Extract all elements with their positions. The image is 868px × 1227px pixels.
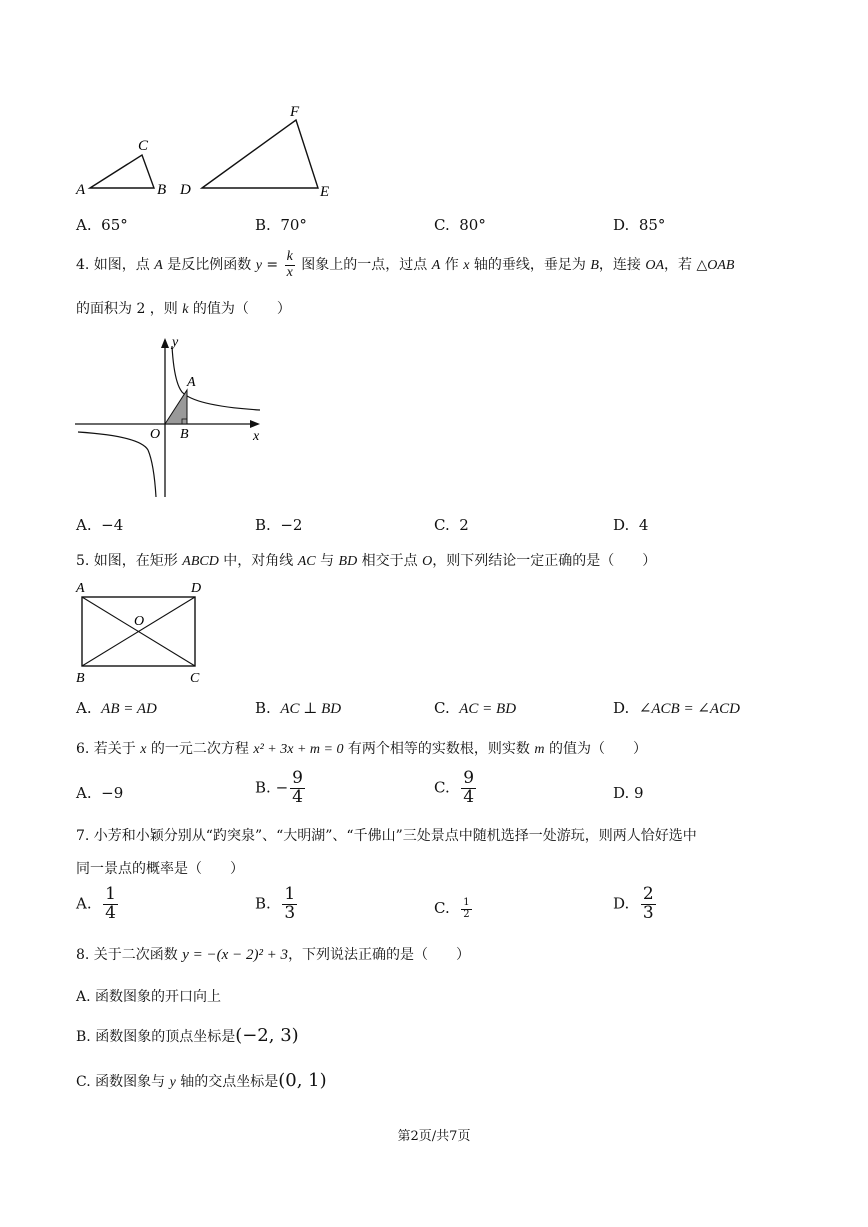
numerator: k (286, 249, 293, 264)
var-k: k (182, 302, 189, 317)
text: 中，对角线 (218, 553, 298, 569)
denominator: 3 (284, 902, 296, 923)
text: ，则下列结论一定正确的是（ ） (432, 553, 657, 569)
option-value: 2 (459, 516, 469, 534)
option-letter: C. (434, 516, 450, 534)
q8-option-b[interactable] (76, 1025, 299, 1046)
option-value: ∠ACB = ∠ACD (638, 701, 740, 717)
option-value: 70° (280, 216, 307, 234)
q4-stem-line1 (76, 250, 734, 280)
triangle-oab: OAB (707, 258, 735, 274)
var-a: A (154, 258, 163, 274)
text: 轴的交点坐标是 (175, 1074, 279, 1090)
denominator: 3 (642, 902, 654, 923)
q4-option-a[interactable] (76, 516, 123, 534)
q7-option-a[interactable] (76, 886, 120, 923)
text: 是反比例函数 (162, 257, 256, 274)
option-letter: A. (76, 784, 92, 802)
page-footer: 第2页/共7页 (397, 1129, 471, 1144)
numerator: 1 (463, 897, 470, 908)
rect-abcd: ABCD (182, 554, 219, 569)
option-letter: A. (76, 699, 92, 717)
segment-oa: OA (645, 258, 664, 274)
label-C: C (190, 671, 200, 686)
text: 8. 关于二次函数 (76, 947, 183, 963)
q5-option-d[interactable] (613, 699, 740, 718)
q7-option-c[interactable] (434, 898, 474, 920)
text: 的一元二次方程 (146, 741, 254, 757)
q5-stem (76, 550, 656, 570)
fraction (641, 886, 656, 923)
text: 的值为（ ） (544, 741, 647, 757)
point-o: O (422, 554, 433, 569)
denominator: x (286, 264, 293, 280)
q7-stem-line1: 7. 小芳和小颖分别从“趵突泉”、“大明湖”、“千佛山”三处景点中随机选择一处游玩，则两人恰好选中 (76, 828, 697, 844)
option-letter: A. (76, 216, 92, 234)
option-letter: A. (76, 894, 92, 913)
label-E: E (320, 184, 330, 200)
text: 作 (440, 257, 464, 274)
option-letter: B. (255, 516, 271, 534)
q7-option-b[interactable] (255, 886, 299, 923)
numerator: 9 (292, 768, 303, 788)
option-value: 9 (634, 784, 644, 802)
q4-option-b[interactable] (255, 516, 302, 534)
minus-sign: − (275, 778, 289, 797)
label-B: B (157, 182, 167, 198)
option-letter: B. (255, 778, 271, 797)
q6-option-c[interactable] (434, 770, 478, 807)
q3-option-b[interactable] (255, 216, 307, 234)
q4-option-d[interactable] (613, 516, 648, 534)
var-y: y (255, 258, 262, 274)
text: 有两个相等的实数根，则实数 (343, 741, 535, 757)
var-x: x (140, 742, 147, 757)
option-letter: B. (255, 699, 271, 717)
text: 的值为（ ） (188, 301, 291, 317)
q6-option-a[interactable] (76, 784, 123, 802)
option-letter: C. (434, 699, 450, 717)
fraction (282, 886, 297, 923)
label-B: B (76, 671, 85, 686)
option-value: AC ⊥ BD (280, 701, 342, 717)
option-value: AB = AD (101, 701, 157, 717)
q8-stem (76, 944, 470, 964)
q5-option-c[interactable] (434, 699, 516, 718)
text: 图象上的一点，过点 (296, 257, 432, 274)
option-value: −9 (101, 784, 124, 802)
denominator: 4 (105, 902, 116, 923)
text: ，下列说法正确的是（ ） (288, 947, 471, 963)
text: = (261, 257, 283, 274)
equation: x² + 3x + m = 0 (253, 742, 344, 757)
option-letter: A. (76, 516, 92, 534)
var-x: x (463, 258, 470, 274)
q7-stem-line2: 同一景点的概率是（ ） (76, 861, 244, 877)
option-value: 80° (459, 216, 486, 234)
q3-option-c[interactable] (434, 216, 486, 234)
numerator: 9 (463, 768, 475, 788)
label-F: F (290, 104, 300, 120)
segment-bd: BD (338, 554, 358, 569)
q6-option-b[interactable] (255, 770, 307, 807)
denominator: 4 (292, 786, 303, 807)
fraction-k-over-x (285, 250, 295, 280)
q3-triangles-figure (70, 100, 350, 200)
denominator: 2 (463, 908, 470, 920)
q4-hyperbola-figure (70, 332, 280, 502)
option-value: 85° (638, 216, 666, 234)
option-letter: D. (613, 216, 630, 234)
option-letter: D. (613, 894, 630, 913)
q5-option-a[interactable] (76, 699, 157, 718)
option-letter: B. (255, 216, 271, 234)
text: ，连接 (598, 257, 646, 274)
label-A: A (76, 581, 85, 596)
fraction (290, 770, 305, 807)
text: ，若 △ (664, 257, 708, 274)
var-y: y (169, 1075, 176, 1090)
option-value: AC = BD (459, 701, 517, 717)
option-value: 4 (638, 516, 649, 534)
option-value: 65° (101, 216, 128, 234)
function-expression: y = −(x − 2)² + 3 (182, 947, 289, 963)
coordinate: (−2, 3) (235, 1025, 299, 1046)
label-D: D (180, 182, 191, 198)
text: B. 函数图象的顶点坐标是 (76, 1029, 236, 1045)
text: 相交于点 (357, 553, 423, 569)
label-C: C (138, 138, 149, 154)
label-A: A (76, 182, 86, 198)
coordinate: (0, 1) (278, 1070, 327, 1091)
option-value: −2 (280, 516, 303, 534)
var-b: B (590, 258, 599, 274)
q6-stem (76, 738, 647, 758)
label-O: O (150, 427, 161, 442)
option-value: −4 (101, 516, 124, 534)
text: 轴的垂线，垂足为 (469, 257, 591, 274)
label-A: A (187, 375, 196, 390)
option-letter: D. (613, 784, 630, 802)
option-letter: C. (434, 778, 450, 797)
q4-option-c[interactable] (434, 516, 469, 534)
label-x: x (253, 429, 260, 444)
q5-option-b[interactable] (255, 699, 341, 718)
option-letter: B. (255, 894, 271, 913)
label-D: D (191, 581, 202, 596)
q7-option-d[interactable] (613, 886, 658, 923)
segment-ac: AC (297, 554, 316, 569)
text: 与 (315, 553, 339, 569)
fraction (461, 898, 471, 920)
label-y: y (172, 335, 179, 350)
option-letter: C. (434, 899, 450, 917)
text: 5. 如图，在矩形 (76, 553, 183, 569)
q5-rectangle-figure (70, 578, 220, 688)
text: 4. 如图，点 (76, 257, 155, 274)
q4-stem-line2 (76, 298, 291, 318)
numerator: 1 (284, 884, 296, 904)
fraction (461, 770, 476, 807)
numerator: 2 (642, 884, 654, 904)
q3-option-d[interactable] (613, 216, 665, 234)
denominator: 4 (463, 786, 475, 807)
text: C. 函数图象与 (76, 1074, 170, 1090)
label-O: O (134, 614, 145, 629)
text: 6. 若关于 (76, 741, 141, 757)
q3-option-a[interactable] (76, 216, 128, 234)
q8-option-c[interactable] (76, 1070, 327, 1091)
label-B: B (180, 427, 189, 442)
option-letter: D. (613, 699, 630, 717)
var-m: m (534, 742, 545, 757)
numerator: 1 (105, 884, 116, 904)
q6-option-d[interactable] (613, 784, 644, 802)
text: 的面积为 2 ，则 (76, 301, 183, 317)
fraction (103, 886, 118, 923)
option-letter: C. (434, 216, 450, 234)
var-a: A (431, 258, 441, 274)
option-letter: D. (613, 516, 630, 534)
q8-option-a[interactable]: A. 函数图象的开口向上 (76, 989, 222, 1005)
